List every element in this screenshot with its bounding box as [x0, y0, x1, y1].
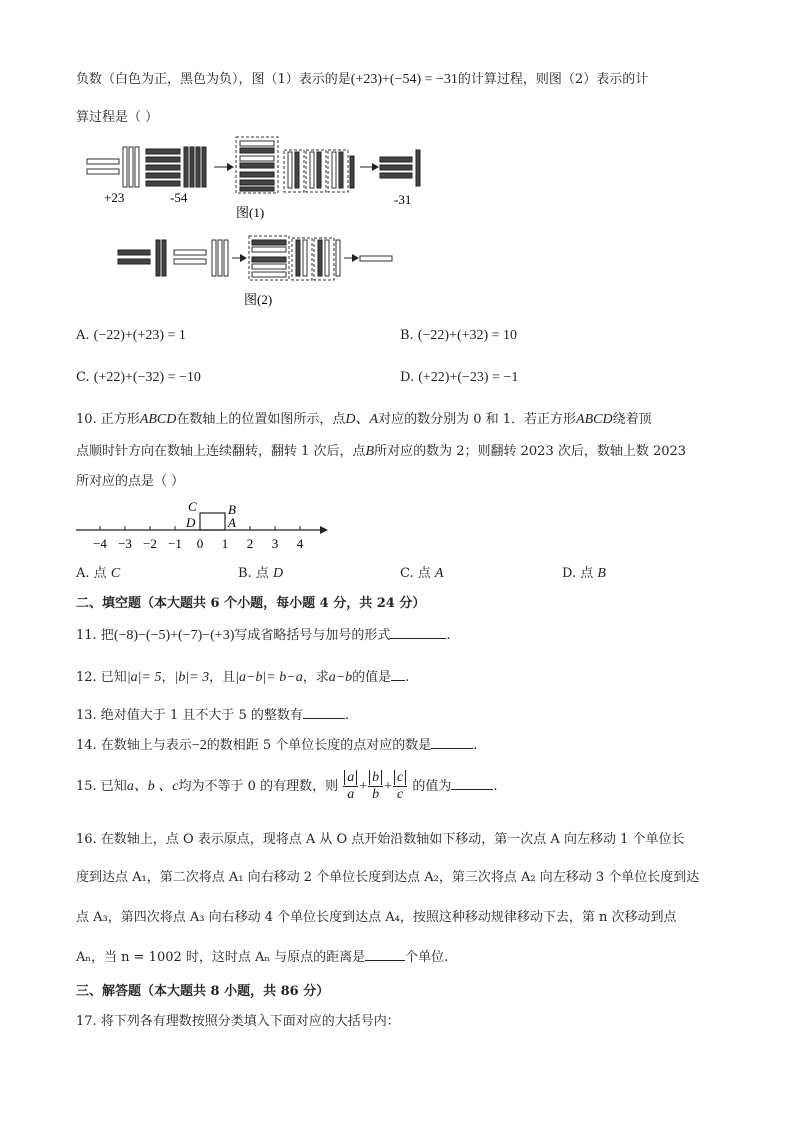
q13: 13. 绝对值大于 1 且不大于 5 的整数有 . [76, 708, 350, 723]
q16-line4: Aₙ，当 n = 1002 时，这时点 Aₙ 与原点的距离是 个单位. [76, 950, 449, 965]
tick-label: 2 [246, 536, 254, 551]
label-minus54: -54 [170, 190, 188, 205]
figure-2-caption: 图(2) [244, 292, 273, 307]
point-b-label: B [228, 502, 236, 517]
point-d-label: D [186, 515, 196, 530]
number-line [76, 496, 336, 554]
section-2-heading: 二、填空题（本大题共 6 个小题，每小题 4 分，共 24 分） [76, 596, 426, 611]
q16-answer-blank[interactable] [365, 948, 405, 961]
q10-line3: 所对应的点是（ ） [76, 474, 185, 489]
q10-line2: 点顺时针方向在数轴上连续翻转，翻转 1 次后，点B所对应的数为 2；则翻转 2023 次后，数轴上数 2023 [76, 444, 687, 459]
q13-answer-blank[interactable] [303, 706, 345, 719]
q10-option-a[interactable]: A. 点 C [76, 566, 121, 581]
q11: 11. 把(−8)−(−5)+(−7)−(+3)写成省略括号与加号的形式 . [76, 628, 451, 643]
q10-option-c[interactable]: C. 点 A [400, 566, 444, 581]
figure-1-caption: 图(1) [236, 205, 265, 220]
label-plus23: +23 [104, 190, 125, 205]
q17: 17. 将下列各有理数按照分类填入下面对应的大括号内： [76, 1014, 400, 1029]
q15-answer-blank[interactable] [451, 777, 493, 790]
point-c-label: C [188, 499, 197, 514]
q11-answer-blank[interactable] [390, 626, 446, 639]
figure-2 [116, 232, 396, 310]
q10-option-b[interactable]: B. 点 D [238, 566, 284, 581]
tick-label: −1 [168, 536, 182, 551]
q10-option-d[interactable]: D. 点 B [562, 566, 606, 581]
q12: 12. 已知|a|= 5，|b|= 3，且|a−b|= b−a，求a−b的值是 . [76, 670, 410, 685]
q9-line2: 算过程是（ ） [76, 110, 159, 125]
figure-1 [84, 132, 424, 222]
q10-line1: 10. 正方形ABCD在数轴上的位置如图所示，点D、A对应的数分别为 0 和 1．若正方形ABCD绕着顶 [76, 412, 652, 427]
q9-option-a[interactable]: A. (−22)+(+23) = 1 [76, 328, 186, 343]
q16-line1: 16. 在数轴上，点 O 表示原点，现将点 A 从 O 点开始沿数轴如下移动，第一次点 A 向左移动 1 个单位长 [76, 832, 685, 847]
q14-answer-blank[interactable] [431, 736, 473, 749]
fraction-b: $\frac{b}{b}$ [368, 770, 383, 803]
fraction-c: $\frac{c}{c}$ [393, 770, 407, 803]
tick-label: 3 [271, 536, 279, 551]
q16-line3: 点 A₃，第四次将点 A₃ 向右移动 4 个单位长度到达点 A₄，按照这种移动规律移动下去，第 n 次移动到点 [76, 910, 677, 925]
q14: 14. 在数轴上与表示−2的数相距 5 个单位长度的点对应的数是 . [76, 738, 478, 753]
q9-expression: (+23)+(−54) = −31 [350, 72, 458, 87]
label-minus31: -31 [394, 192, 412, 207]
point-a-label: A [228, 515, 236, 530]
q9-line1: 负数（白色为正，黑色为负），图（1）表示的是(+23)+(−54) = −31的计算过程，则图（2）表示的计 [76, 72, 649, 87]
tick-label: −4 [93, 536, 107, 551]
tick-label: 0 [196, 536, 204, 551]
section-3-heading: 三、解答题（本大题共 8 小题，共 86 分） [76, 984, 330, 999]
tick-label: −2 [143, 536, 157, 551]
q12-answer-blank[interactable] [391, 668, 405, 681]
q9-option-d[interactable]: D. (+22)+(−23) = −1 [400, 370, 519, 385]
q9-option-c[interactable]: C. (+22)+(−32) = −10 [76, 370, 201, 385]
tick-label: −3 [118, 536, 132, 551]
tick-label: 1 [221, 536, 229, 551]
q15: 15. 已知a、b 、c均为不等于 0 的有理数，则 $\frac{a}{a}$ + $\frac{b}{b}$ + $\frac{c}{c}$ 的值为 . [76, 770, 498, 802]
fraction-a: $\frac{a}{a}$ [343, 770, 358, 803]
tick-label: 4 [296, 536, 304, 551]
q9-option-b[interactable]: B. (−22)+(+32) = 10 [400, 328, 518, 343]
q16-line2: 度到达点 A₁，第二次将点 A₁ 向右移动 2 个单位长度到达点 A₂，第三次将点 A₂ 向左移动 3 个单位长度到达 [76, 870, 700, 885]
